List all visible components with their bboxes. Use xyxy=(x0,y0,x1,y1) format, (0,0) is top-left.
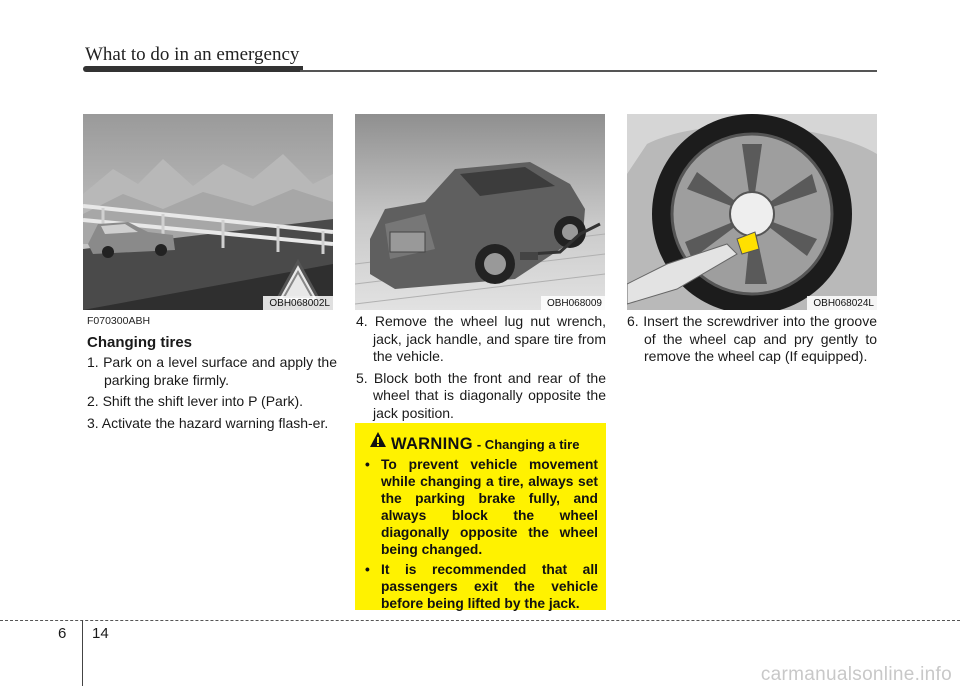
wheel-cap-illustration xyxy=(627,114,877,310)
figure-highway-hazard xyxy=(83,114,333,310)
highway-illustration xyxy=(83,114,333,310)
right-column xyxy=(627,313,877,370)
section-title: Changing tires xyxy=(87,333,193,351)
warning-item xyxy=(365,456,598,558)
steps-list xyxy=(356,313,606,422)
figure-code: OBH068024L xyxy=(807,296,877,310)
step-item: 1. Park on a level surface and apply the parking brake firmly. xyxy=(87,354,337,388)
figure-wheel-cap xyxy=(627,114,877,310)
figure-code: OBH068009 xyxy=(541,296,605,310)
page-number: 14 xyxy=(92,625,109,642)
bullet-icon: • xyxy=(365,457,370,472)
figure-car-jack xyxy=(355,114,605,310)
warning-subtitle: - Changing a tire xyxy=(476,437,580,452)
figure-code: OBH068002L xyxy=(263,296,333,310)
step-item: 6. Insert the screwdriver into the groove of the wheel cap and pry gently to remove the wheel cap (If equipped). xyxy=(627,313,877,364)
warning-item-text: To prevent vehicle movement while changing a tire, always set the parking brake fully, and always block the wheel diagonally opposite the wheel being changed. xyxy=(381,457,598,557)
section-code: F070300ABH xyxy=(87,315,151,327)
watermark: carmanualsonline.info xyxy=(760,664,952,685)
warning-heading xyxy=(391,435,579,454)
warning-item-text: It is recommended that all passengers exit the vehicle before being lifted by the jack. xyxy=(381,562,598,611)
step-item: 4. Remove the wheel lug nut wrench, jack, jack handle, and spare tire from the vehicle. xyxy=(356,313,606,364)
header-rule-thin xyxy=(300,70,877,72)
step-item: 3. Activate the hazard warning flash-er. xyxy=(87,414,329,431)
warning-item xyxy=(365,561,598,612)
warning-label: WARNING xyxy=(391,435,473,453)
page-header-title: What to do in an emergency xyxy=(85,44,300,65)
footer-dashed-rule xyxy=(0,620,960,621)
warning-list xyxy=(365,456,598,615)
steps-list xyxy=(87,354,337,432)
step-item: 5. Block both the front and rear of the wheel that is diagonally opposite the jack position. xyxy=(356,369,606,421)
steps-list xyxy=(627,313,877,366)
bullet-icon: • xyxy=(365,562,370,577)
left-column xyxy=(87,313,337,436)
car-jack-illustration xyxy=(355,114,605,310)
warning-box xyxy=(355,423,606,610)
warning-triangle-icon xyxy=(369,431,387,448)
middle-column xyxy=(356,313,606,426)
step-item: 2. Shift the shift lever into P (Park). xyxy=(87,393,304,409)
header-rule-thick xyxy=(83,66,303,72)
footer-divider xyxy=(82,620,83,686)
chapter-number: 6 xyxy=(58,625,67,642)
